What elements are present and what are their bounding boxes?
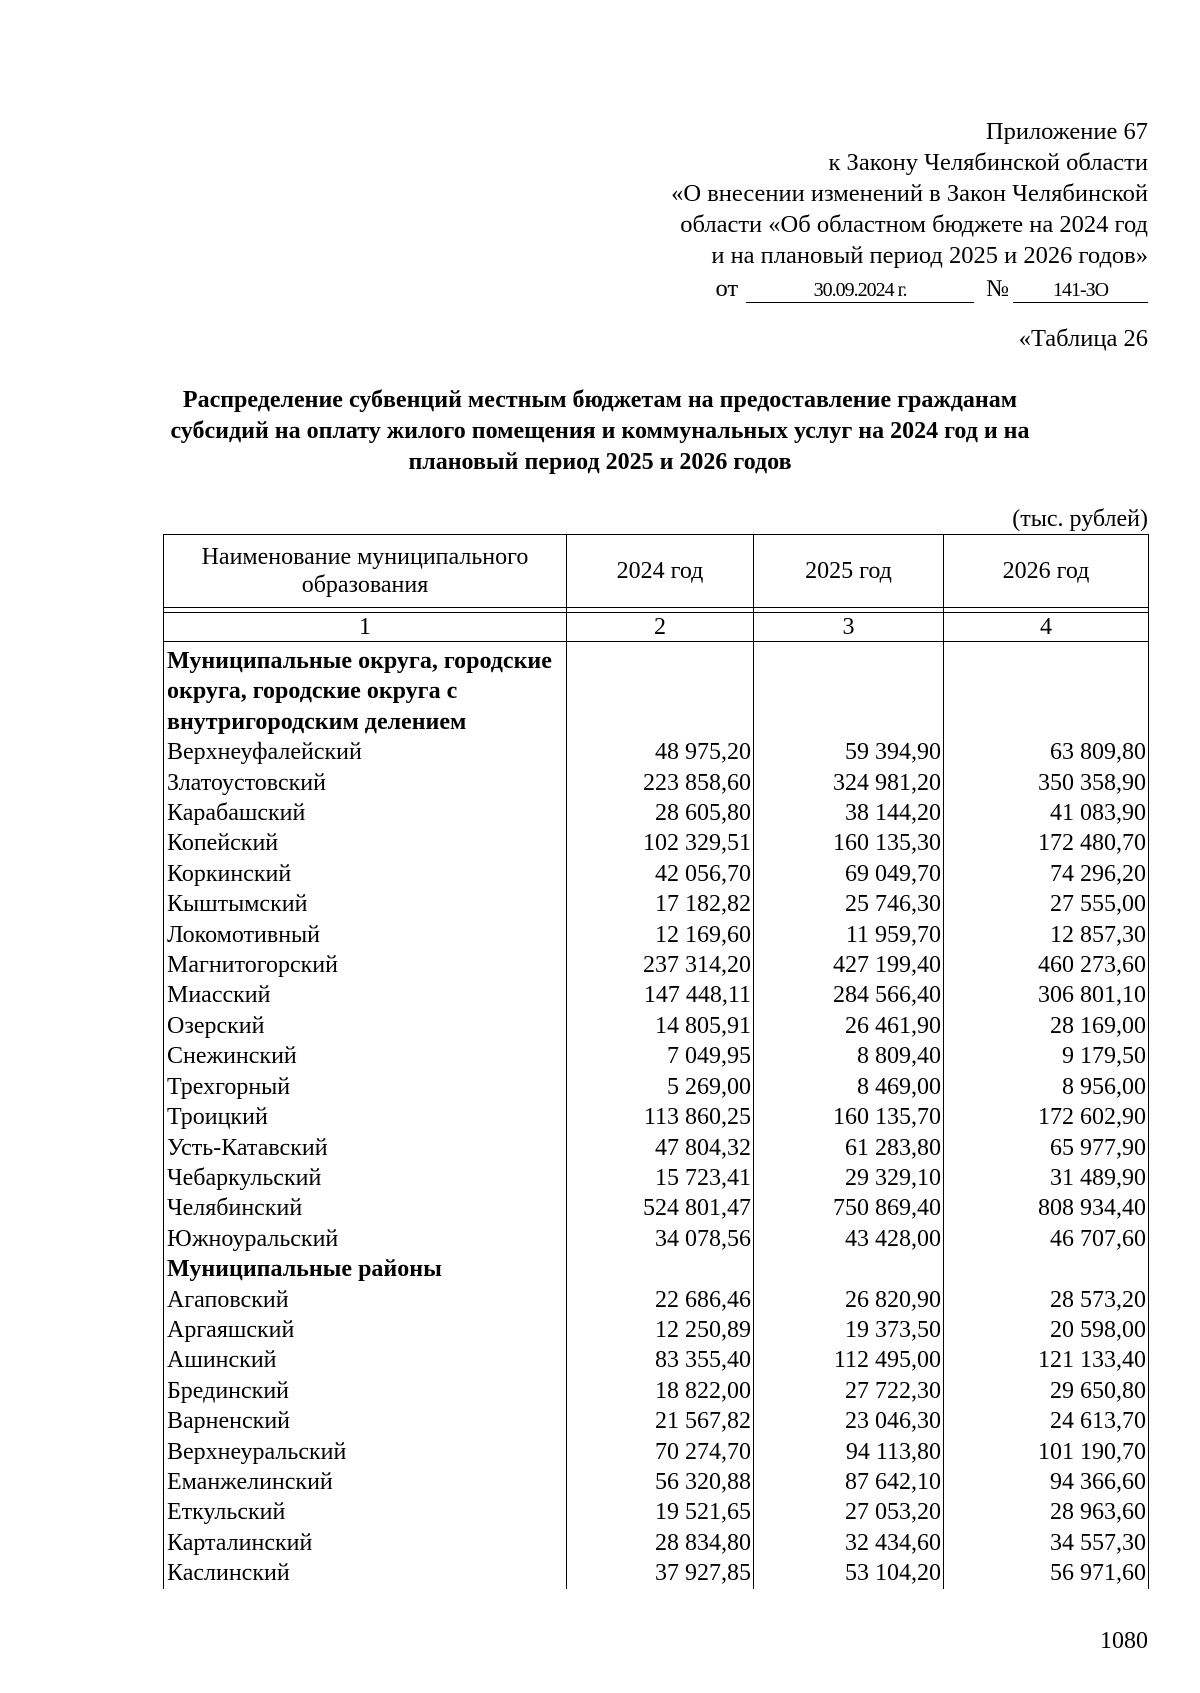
table-row [164,1558,1149,1588]
from-label: от [715,275,739,302]
section-header-row [164,1254,1149,1284]
value-2024: 83 355,40 [567,1345,754,1375]
value-2026: 9 179,50 [944,1041,1149,1071]
table-row [164,1133,1149,1163]
value-2024: 7 049,95 [567,1041,754,1071]
value-2026: 460 273,60 [944,950,1149,980]
value-2026: 28 169,00 [944,1011,1149,1041]
value-2026: 34 557,30 [944,1528,1149,1558]
value-2025: 160 135,30 [754,828,944,858]
municipality-name: Магнитогорский [164,950,567,980]
value-2024: 113 860,25 [567,1102,754,1132]
municipality-name: Локомотивный [164,920,567,950]
value-2026: 8 956,00 [944,1072,1149,1102]
empty-cell [754,1254,944,1284]
table-row [164,1345,1149,1375]
table-header-row [164,535,1149,608]
table-row [164,889,1149,919]
value-2024: 19 521,65 [567,1497,754,1527]
table-row [164,1163,1149,1193]
value-2026: 56 971,60 [944,1558,1149,1588]
table-row [164,980,1149,1010]
empty-cell [754,642,944,738]
appendix-header [671,116,1148,305]
value-2024: 5 269,00 [567,1072,754,1102]
municipality-name: Ашинский [164,1345,567,1375]
municipality-name: Кыштымский [164,889,567,919]
value-2026: 808 934,40 [944,1193,1149,1223]
table-row [164,1497,1149,1527]
value-2025: 27 722,30 [754,1376,944,1406]
municipality-name: Брединский [164,1376,567,1406]
column-number-row [164,613,1149,642]
value-2024: 237 314,20 [567,950,754,980]
municipality-name: Агаповский [164,1285,567,1315]
table-row [164,1315,1149,1345]
municipality-name: Еткульский [164,1497,567,1527]
municipality-name: Верхнеуфалейский [164,737,567,767]
municipality-name: Златоустовский [164,768,567,798]
municipality-name: Копейский [164,828,567,858]
section-title: Муниципальные округа, городские округа, городские округа с внутригородским делением [164,642,567,738]
value-2026: 350 358,90 [944,768,1149,798]
table-row [164,1528,1149,1558]
municipality-name: Миасский [164,980,567,1010]
table-label: «Таблица 26 [1018,325,1148,352]
value-2025: 26 820,90 [754,1285,944,1315]
appendix-line: области «Об областном бюджете на 2024 год [680,211,1148,238]
value-2025: 23 046,30 [754,1406,944,1436]
empty-cell [567,642,754,738]
municipality-name: Трехгорный [164,1072,567,1102]
appendix-line: Приложение 67 [985,118,1148,145]
value-2024: 18 822,00 [567,1376,754,1406]
municipality-name: Снежинский [164,1041,567,1071]
table-row [164,1102,1149,1132]
table-row [164,768,1149,798]
header-2025: 2025 год [754,535,944,608]
value-2025: 61 283,80 [754,1133,944,1163]
header-2024: 2024 год [567,535,754,608]
number-sign: № [986,276,1009,302]
table-row [164,1224,1149,1254]
value-2024: 223 858,60 [567,768,754,798]
value-2025: 25 746,30 [754,889,944,919]
value-2024: 28 834,80 [567,1528,754,1558]
value-2025: 59 394,90 [754,737,944,767]
column-number: 1 [164,613,567,642]
table-row [164,1406,1149,1436]
value-2025: 750 869,40 [754,1193,944,1223]
value-2024: 56 320,88 [567,1467,754,1497]
subvention-table [163,534,1149,1589]
value-2025: 94 113,80 [754,1437,944,1467]
municipality-name: Коркинский [164,859,567,889]
value-2024: 21 567,82 [567,1406,754,1436]
appendix-line: к Закону Челябинской области [828,149,1148,176]
section-title: Муниципальные районы [164,1254,567,1284]
table-row [164,798,1149,828]
value-2024: 70 274,70 [567,1437,754,1467]
value-2024: 17 182,82 [567,889,754,919]
municipality-name: Варненский [164,1406,567,1436]
value-2026: 46 707,60 [944,1224,1149,1254]
value-2025: 11 959,70 [754,920,944,950]
table-row [164,828,1149,858]
value-2026: 27 555,00 [944,889,1149,919]
value-2026: 94 366,60 [944,1467,1149,1497]
table-row [164,1285,1149,1315]
appendix-line: и на плановый период 2025 и 2026 годов» [711,242,1148,269]
value-2024: 102 329,51 [567,828,754,858]
value-2025: 284 566,40 [754,980,944,1010]
table-row [164,1072,1149,1102]
value-2025: 160 135,70 [754,1102,944,1132]
value-2026: 28 573,20 [944,1285,1149,1315]
value-2026: 74 296,20 [944,859,1149,889]
table-row [164,1011,1149,1041]
municipality-name: Усть-Катавский [164,1133,567,1163]
value-2024: 147 448,11 [567,980,754,1010]
value-2024: 34 078,56 [567,1224,754,1254]
municipality-name: Челябинский [164,1193,567,1223]
value-2026: 121 133,40 [944,1345,1149,1375]
value-2024: 42 056,70 [567,859,754,889]
municipality-name: Еманжелинский [164,1467,567,1497]
value-2026: 20 598,00 [944,1315,1149,1345]
municipality-name: Троицкий [164,1102,567,1132]
municipality-name: Чебаркульский [164,1163,567,1193]
table-row [164,950,1149,980]
table-row [164,737,1149,767]
value-2026: 29 650,80 [944,1376,1149,1406]
value-2024: 47 804,32 [567,1133,754,1163]
law-date: 30.09.2024 г. [746,278,974,303]
value-2026: 24 613,70 [944,1406,1149,1436]
value-2025: 112 495,00 [754,1345,944,1375]
value-2025: 32 434,60 [754,1528,944,1558]
value-2026: 41 083,90 [944,798,1149,828]
column-number: 2 [567,613,754,642]
value-2024: 524 801,47 [567,1193,754,1223]
value-2024: 28 605,80 [567,798,754,828]
table-row [164,1437,1149,1467]
value-2025: 26 461,90 [754,1011,944,1041]
value-2024: 48 975,20 [567,737,754,767]
municipality-name: Карталинский [164,1528,567,1558]
value-2026: 28 963,60 [944,1497,1149,1527]
value-2025: 53 104,20 [754,1558,944,1588]
value-2026: 172 602,90 [944,1102,1149,1132]
empty-cell [944,1254,1149,1284]
table-row [164,1467,1149,1497]
table-row [164,1193,1149,1223]
value-2025: 43 428,00 [754,1224,944,1254]
value-2025: 27 053,20 [754,1497,944,1527]
document-title: Распределение субвенций местным бюджетам на предоставление гражданам субсидий на оплату жилого помещения и коммунальных услуг на 2024 год и на плановый период 2025 и 2026 годов [170,387,1030,475]
value-2024: 14 805,91 [567,1011,754,1041]
value-2025: 8 809,40 [754,1041,944,1071]
empty-cell [944,642,1149,738]
municipality-name: Озерский [164,1011,567,1041]
value-2025: 29 329,10 [754,1163,944,1193]
page-number: 1080 [1100,1628,1148,1654]
empty-cell [567,1254,754,1284]
value-2025: 19 373,50 [754,1315,944,1345]
header-2026: 2026 год [944,535,1149,608]
table-row [164,859,1149,889]
value-2025: 324 981,20 [754,768,944,798]
municipality-name: Верхнеуральский [164,1437,567,1467]
value-2025: 87 642,10 [754,1467,944,1497]
value-2024: 12 169,60 [567,920,754,950]
value-2026: 31 489,90 [944,1163,1149,1193]
value-2024: 12 250,89 [567,1315,754,1345]
table-row [164,920,1149,950]
value-2026: 12 857,30 [944,920,1149,950]
value-2025: 69 049,70 [754,859,944,889]
column-number: 4 [944,613,1149,642]
value-2026: 101 190,70 [944,1437,1149,1467]
header-municipality: Наименование муниципального образования [164,535,567,608]
value-2024: 37 927,85 [567,1558,754,1588]
value-2024: 22 686,46 [567,1285,754,1315]
municipality-name: Каслинский [164,1558,567,1588]
section-header-row [164,642,1149,738]
table-row [164,1376,1149,1406]
value-2025: 38 144,20 [754,798,944,828]
value-2025: 8 469,00 [754,1072,944,1102]
appendix-line: «О внесении изменений в Закон Челябинской [671,180,1148,207]
law-date-number [671,273,1148,305]
municipality-name: Аргаяшский [164,1315,567,1345]
value-2026: 65 977,90 [944,1133,1149,1163]
municipality-name: Карабашский [164,798,567,828]
law-number: 141-ЗО [1013,278,1148,303]
units-label: (тыс. рублей) [1012,506,1148,532]
value-2025: 427 199,40 [754,950,944,980]
value-2026: 172 480,70 [944,828,1149,858]
column-number: 3 [754,613,944,642]
value-2026: 63 809,80 [944,737,1149,767]
value-2024: 15 723,41 [567,1163,754,1193]
municipality-name: Южноуральский [164,1224,567,1254]
table-row [164,1041,1149,1071]
value-2026: 306 801,10 [944,980,1149,1010]
